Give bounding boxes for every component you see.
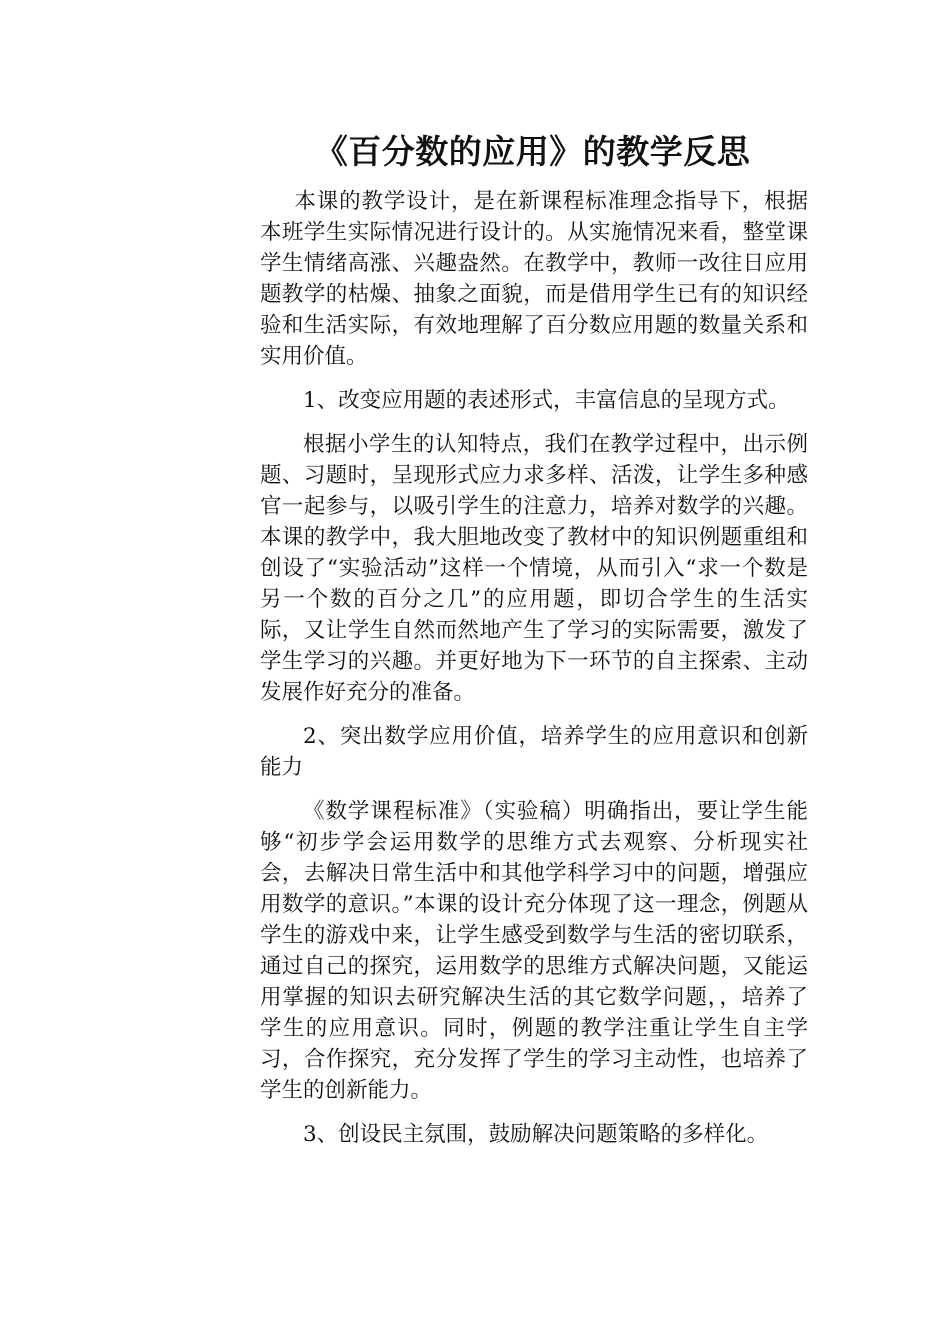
page-title: 《百分数的应用》的教学反思 — [314, 132, 751, 171]
paragraph-intro: 本课的教学设计，是在新课程标准理念指导下，根据本班学生实际情况进行设计的。从实施情况来看，整堂课学生情绪高涨、兴趣盎然。在教学中，教师一改往日应用题教学的枯燥、抽象之面貌，而是借用学生已有的知识经验和生活实际，有效地理解了百分数应用题的数量关系和实用价值。 — [260, 189, 808, 369]
paragraph-point-2: 《数学课程标准》（实验稿）明确指出，要让学生能够“初步学会运用数学的思维方式去观察、分析现实社会，去解决日常生活中和其他学科学习中的问题，增强应用数学的意识。”本课的设计充分体现了这一理念，例题从学生的游戏中来，让学生感受到数学与生活的密切联系，通过自己的探究，运用数学的思维方式解决问题，又能运用掌握的知识去研究解决生活的其它数学问题，，培养了学生的应用意识。同时，例题的教学注重让学生自主学习，合作探究，充分发挥了学生的学习主动性，也培养了学生的创新能力。 — [260, 799, 808, 1103]
heading-point-2: 2、突出数学应用价值，培养学生的应用意识和创新能力 — [260, 724, 808, 780]
heading-point-3: 3、创设民主氛围，鼓励解决问题策略的多样化。 — [303, 1122, 769, 1147]
paragraph-point-1: 根据小学生的认知特点，我们在教学过程中，出示例题、习题时，呈现形式应力求多样、活泼，让学生多种感官一起参与，以吸引学生的注意力，培养对数学的兴趣。本课的教学中，我大胆地改变了教材中的知识例题重组和创设了“实验活动”这样一个情境，从而引入“求一个数是另一个数的百分之几”的应用题，即切合学生的生活实际，又让学生自然而然地产生了学习的实际需要，激发了学生学习的兴趣。并更好地为下一环节的自主探索、主动发展作好充分的准备。 — [260, 432, 808, 705]
heading-point-1: 1、改变应用题的表述形式，丰富信息的呈现方式。 — [303, 388, 790, 413]
document-body — [260, 186, 808, 1163]
